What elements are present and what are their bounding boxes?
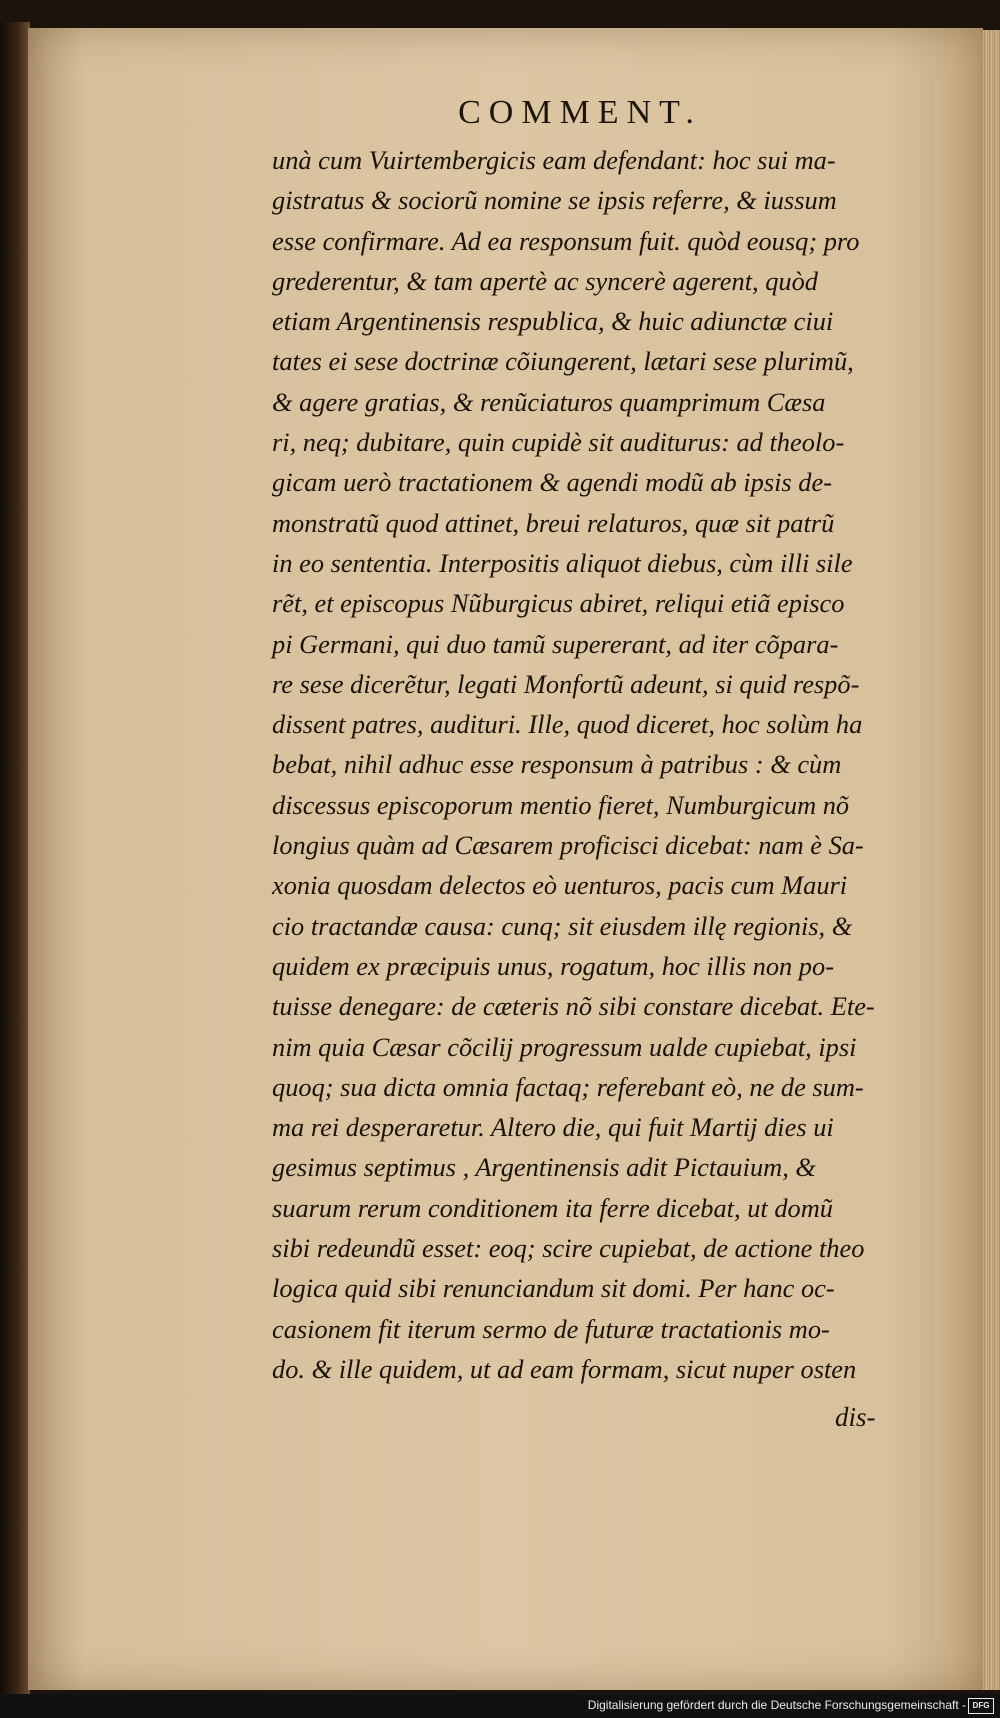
catchword: dis-	[835, 1402, 876, 1432]
text-line: sibi redeundũ esset: eoq; scire cupiebat, de actione theo	[272, 1233, 865, 1264]
text-line: esse confirmare. Ad ea responsum fuit. quòd eousq; pro	[272, 225, 860, 256]
text-line: gesimus septimus , Argentinensis adit Pictauium, &	[272, 1152, 816, 1183]
text-line: logica quid sibi renunciandum sit domi. Per hanc oc-	[272, 1273, 835, 1304]
text-line: quidem ex præcipuis unus, rogatum, hoc illis non po-	[272, 950, 834, 981]
text-line: xonia quosdam delectos eò uenturos, pacis cum Mauri	[272, 870, 848, 901]
text-line: cio tractandæ causa: cunq; sit eiusdem illę regionis, &	[272, 910, 853, 941]
text-line: do. & ille quidem, ut ad eam formam, sicut nuper osten	[272, 1353, 857, 1384]
text-line: in eo sententia. Interpositis aliquot diebus, cùm illi sile	[272, 547, 853, 578]
text-line: re sese dicerẽtur, legati Monfortũ adeunt, si quid respõ-	[272, 668, 860, 699]
text-line: casionem fit iterum sermo de futuræ tractationis mo-	[272, 1313, 830, 1344]
text-line: unà cum Vuirtembergicis eam defendant: hoc sui ma-	[272, 145, 836, 175]
text-line: gistratus & sociorũ nomine se ipsis referre, & iussum	[272, 185, 837, 216]
text-line: discessus episcoporum mentio fieret, Numburgicum nõ	[272, 789, 850, 820]
page-fore-edge	[983, 30, 1000, 1690]
text-line: bebat, nihil adhuc esse responsum à patribus : & cùm	[272, 749, 842, 780]
text-line: & agere gratias, & renũciaturos quamprimum Cæsa	[272, 386, 826, 417]
text-line: pi Germani, qui duo tamũ supererant, ad iter cõpara-	[272, 628, 839, 659]
text-line: etiam Argentinensis respublica, & huic adiunctæ ciui	[272, 306, 834, 337]
text-line: ma rei desperaretur. Altero die, qui fuit Martij dies ui	[272, 1112, 834, 1143]
text-line: monstratũ quod attinet, breui relaturos, quæ sit patrũ	[272, 507, 835, 538]
text-line: rẽt, et episcopus Nũburgicus abiret, reliqui etiã episco	[272, 588, 845, 619]
text-line: grederentur, & tam apertè ac syncerè agerent, quòd	[272, 265, 819, 296]
text-line: longius quàm ad Cæsarem proficisci dicebat: nam è Sa-	[272, 830, 864, 861]
text-line: dissent patres, audituri. Ille, quod diceret, hoc solùm ha	[272, 709, 863, 740]
text-line: tates ei sese doctrinæ cõiungerent, lætari sese plurimũ,	[272, 346, 854, 377]
text-line: quoq; sua dicta omnia factaq; referebant eò, ne de sum-	[272, 1071, 864, 1102]
text-block	[272, 140, 932, 1389]
text-line: tuisse denegare: de cæteris nõ sibi constare dicebat. Ete-	[272, 991, 875, 1022]
text-line: gicam uerò tractationem & agendi modũ ab ipsis de-	[272, 467, 833, 498]
footer-credit: Digitalisierung gefördert durch die Deutsche Forschungsgemeinschaft -	[587, 1698, 966, 1712]
dfg-logo: DFG	[968, 1698, 994, 1714]
book-spine-edge	[0, 22, 30, 1694]
text-line: nim quia Cæsar cõcilij progressum ualde cupiebat, ipsi	[272, 1031, 857, 1062]
text-line: suarum rerum conditionem ita ferre dicebat, ut domũ	[272, 1192, 833, 1223]
running-head: COMMENT.	[458, 94, 702, 131]
text-line: ri, neq; dubitare, quin cupidè sit auditurus: ad theolo-	[272, 427, 845, 458]
